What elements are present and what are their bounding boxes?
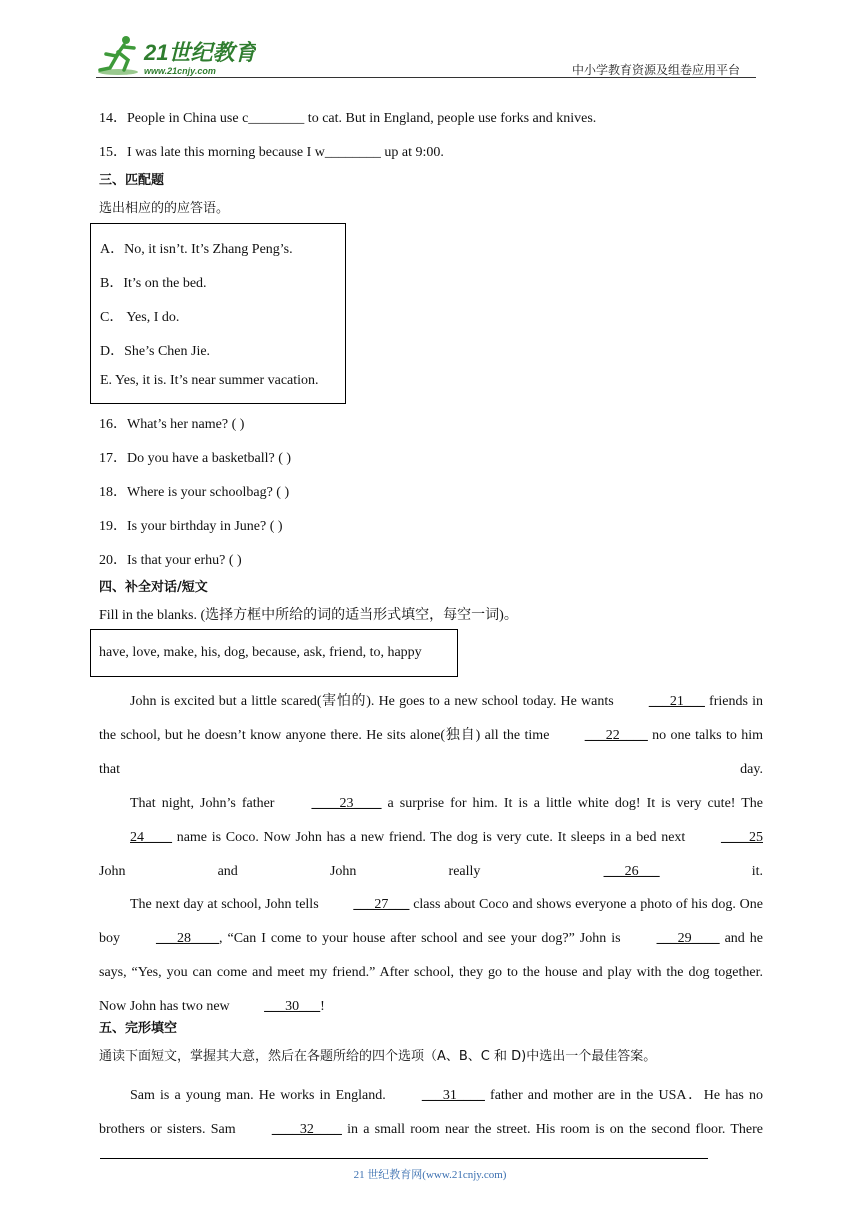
- footer-divider: [100, 1158, 708, 1159]
- question-15: 15．I was late this morning because I w________ up at 9:00.: [99, 145, 444, 160]
- blank-30[interactable]: ___30___: [264, 999, 321, 1014]
- question-20: 20．Is that your erhu? ( ): [99, 553, 242, 568]
- passage-4-paragraph-2: That night, John’s father ____23____ a surprise for him. It is a little white dog! It is very cute! The 24____ name is Coco. Now John has a new friend. The dog is very cute. It sleeps in a bed next ____25 John and John really ___26___ it.: [99, 787, 763, 889]
- blank-25[interactable]: ____25: [721, 830, 763, 845]
- word-box-text: have, love, make, his, dog, because, ask, friend, to, happy: [99, 645, 422, 660]
- logo-title: 21世纪教育: [144, 40, 256, 65]
- question-16: 16．What’s her name? ( ): [99, 417, 245, 432]
- option-d: D．She’s Chen Jie.: [100, 344, 211, 359]
- blank-31[interactable]: ___31____: [421, 1088, 485, 1103]
- header-divider: [96, 77, 756, 78]
- question-19: 19．Is your birthday in June? ( ): [99, 519, 283, 534]
- section-4-title: 四、补全对话/短文: [99, 580, 208, 595]
- site-logo: [96, 34, 256, 78]
- runner-logo-icon: [96, 34, 256, 78]
- logo-url: www.21cnjy.com: [144, 66, 216, 76]
- section-4-instruction: Fill in the blanks. (选择方框中所给的词的适当形式填空，每空一词)。: [99, 608, 518, 623]
- section-3-instruction: 选出相应的的应答语。: [99, 201, 230, 216]
- blank-28[interactable]: ___28____: [156, 931, 219, 946]
- blank-22[interactable]: ___22____: [584, 728, 648, 743]
- blank-23[interactable]: ____23____: [311, 796, 382, 811]
- option-a: A．No, it isn’t. It’s Zhang Peng’s.: [100, 242, 293, 257]
- blank-27[interactable]: ___27___: [353, 897, 410, 912]
- blank-24[interactable]: 24____: [130, 830, 172, 845]
- blank-32[interactable]: ____32____: [271, 1122, 342, 1137]
- platform-name: 中小学教育资源及组卷应用平台: [572, 63, 741, 77]
- passage-5-paragraph-1: Sam is a young man. He works in England. ___31____ father and mother are in the USA．He has no brothers or sisters. Sam ____32____ in a small room near the street. His room is on the second floor. There: [99, 1079, 763, 1147]
- section-3-title: 三、匹配题: [99, 173, 165, 188]
- blank-26[interactable]: ___26___: [603, 864, 660, 879]
- footer-text: 21 世纪教育网(www.21cnjy.com): [353, 1169, 507, 1181]
- passage-4-paragraph-3: The next day at school, John tells ___27___ class about Coco and shows everyone a photo of his dog. One boy ___28____, “Can I come to your house after school and see your dog?” John is ___29____ and he says, “Yes, you can come and meet my friend.” After school, they go to the house and play with the dog together. Now John has two new ___30___!: [99, 888, 763, 1024]
- option-c: C． Yes, I do.: [100, 310, 180, 325]
- blank-29[interactable]: ___29____: [656, 931, 720, 946]
- question-14: 14．People in China use c________ to cat. But in England, people use forks and knives.: [99, 111, 597, 126]
- passage-4-paragraph-1: John is excited but a little scared(害怕的). He goes to a new school today. He wants ___21___ friends in the school, but he doesn’t know anyone there. He sits alone(独自) all the time ___22____ no one talks to him that day.: [99, 685, 763, 787]
- section-5-title: 五、完形填空: [99, 1021, 178, 1036]
- question-17: 17．Do you have a basketball? ( ): [99, 451, 292, 466]
- option-e: E. Yes, it is. It’s near summer vacation.: [100, 373, 319, 388]
- blank-21[interactable]: ___21___: [648, 694, 705, 709]
- question-18: 18．Where is your schoolbag? ( ): [99, 485, 290, 500]
- section-5-instruction: 通读下面短文，掌握其大意，然后在各题所给的四个选项（A、B、C 和 D)中选出一个最佳答案。: [99, 1049, 657, 1064]
- option-b: B．It’s on the bed.: [100, 276, 207, 291]
